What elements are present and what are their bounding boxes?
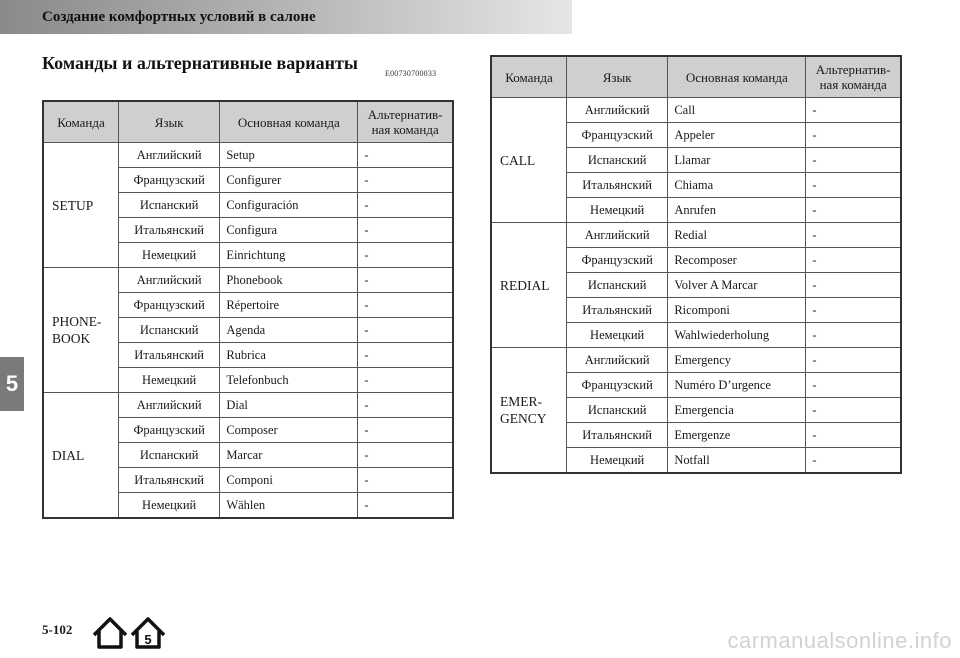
main-command-cell: Agenda xyxy=(220,318,358,343)
main-command-cell: Wählen xyxy=(220,493,358,519)
main-command-cell: Configura xyxy=(220,218,358,243)
language-cell: Английский xyxy=(566,223,667,248)
language-cell: Немецкий xyxy=(118,493,219,519)
alt-command-cell: - xyxy=(806,348,901,373)
page-number: 5-102 xyxy=(42,622,73,637)
table-row xyxy=(491,98,901,123)
alt-command-cell: - xyxy=(358,393,453,418)
col-alt-line2: ная команда xyxy=(819,77,887,92)
command-name: REDIAL xyxy=(500,277,550,293)
language-cell: Немецкий xyxy=(566,448,667,474)
alt-command-cell: - xyxy=(358,168,453,193)
language-cell: Французский xyxy=(566,248,667,273)
main-command-cell: Ricomponi xyxy=(668,298,806,323)
alt-command-cell: - xyxy=(358,493,453,519)
alt-command-cell: - xyxy=(806,98,901,123)
table-row xyxy=(491,223,901,248)
language-cell: Французский xyxy=(566,373,667,398)
table-body-right xyxy=(491,98,901,474)
language-cell: Итальянский xyxy=(566,298,667,323)
language-cell: Английский xyxy=(118,393,219,418)
table-row xyxy=(43,393,453,418)
alt-command-cell: - xyxy=(358,218,453,243)
alt-command-cell: - xyxy=(806,123,901,148)
main-command-cell: Recomposer xyxy=(668,248,806,273)
col-alt-header xyxy=(358,101,453,143)
language-cell: Испанский xyxy=(118,443,219,468)
alt-command-cell: - xyxy=(358,293,453,318)
main-command-cell: Appeler xyxy=(668,123,806,148)
command-cell xyxy=(43,268,118,393)
col-language-header: Язык xyxy=(566,56,667,98)
language-cell: Итальянский xyxy=(566,173,667,198)
alt-command-cell: - xyxy=(806,398,901,423)
language-cell: Французский xyxy=(566,123,667,148)
col-alt-header xyxy=(806,56,901,98)
language-cell: Испанский xyxy=(566,273,667,298)
main-command-cell: Setup xyxy=(220,143,358,168)
alt-command-cell: - xyxy=(806,323,901,348)
col-alt-line1: Альтернатив- xyxy=(367,107,443,122)
home-icon[interactable] xyxy=(94,619,126,647)
command-name-line2: BOOK xyxy=(52,331,91,346)
language-cell: Испанский xyxy=(118,318,219,343)
language-cell: Английский xyxy=(118,268,219,293)
alt-command-cell: - xyxy=(358,268,453,293)
alt-command-cell: - xyxy=(358,468,453,493)
language-cell: Испанский xyxy=(118,193,219,218)
main-command-cell: Volver A Marcar xyxy=(668,273,806,298)
command-name: DIAL xyxy=(52,447,85,463)
command-cell xyxy=(491,348,566,474)
language-cell: Немецкий xyxy=(566,198,667,223)
alt-command-cell: - xyxy=(358,143,453,168)
alt-command-cell: - xyxy=(358,368,453,393)
alt-command-cell: - xyxy=(806,223,901,248)
main-command-cell: Chiama xyxy=(668,173,806,198)
main-command-cell: Einrichtung xyxy=(220,243,358,268)
main-command-cell: Configurer xyxy=(220,168,358,193)
language-cell: Итальянский xyxy=(118,468,219,493)
watermark: carmanualsonline.info xyxy=(727,628,952,653)
col-command-header: Команда xyxy=(43,101,118,143)
alt-command-cell: - xyxy=(806,248,901,273)
main-command-cell: Répertoire xyxy=(220,293,358,318)
main-command-cell: Notfall xyxy=(668,448,806,474)
main-command-cell: Phonebook xyxy=(220,268,358,293)
main-command-cell: Call xyxy=(668,98,806,123)
alt-command-cell: - xyxy=(806,173,901,198)
table-row xyxy=(43,143,453,168)
main-command-cell: Redial xyxy=(668,223,806,248)
main-command-cell: Marcar xyxy=(220,443,358,468)
section-title: Команды и альтернативные варианты xyxy=(42,53,358,73)
alt-command-cell: - xyxy=(358,443,453,468)
chapter-tab[interactable]: 5 xyxy=(0,357,24,411)
table-body-left xyxy=(43,143,453,519)
main-command-cell: Anrufen xyxy=(668,198,806,223)
main-command-cell: Dial xyxy=(220,393,358,418)
command-name-line2: GENCY xyxy=(500,411,547,426)
main-command-cell: Emergencia xyxy=(668,398,806,423)
alt-command-cell: - xyxy=(806,198,901,223)
language-cell: Немецкий xyxy=(118,243,219,268)
col-language-header: Язык xyxy=(118,101,219,143)
command-cell xyxy=(491,98,566,223)
table-row xyxy=(491,348,901,373)
main-command-cell: Emergency xyxy=(668,348,806,373)
language-cell: Немецкий xyxy=(118,368,219,393)
command-name: PHONE- xyxy=(52,314,102,329)
alt-command-cell: - xyxy=(358,343,453,368)
section-code: E00730700033 xyxy=(385,69,437,78)
chapter-home-icon[interactable] xyxy=(132,619,164,647)
language-cell: Итальянский xyxy=(118,343,219,368)
alt-command-cell: - xyxy=(358,418,453,443)
main-command-cell: Wahlwiederholung xyxy=(668,323,806,348)
col-command-header: Команда xyxy=(491,56,566,98)
col-alt-line2: ная команда xyxy=(371,122,439,137)
main-command-cell: Numéro D’urgence xyxy=(668,373,806,398)
language-cell: Французский xyxy=(118,418,219,443)
main-command-cell: Rubrica xyxy=(220,343,358,368)
commands-table-right xyxy=(490,55,902,474)
nav-icons xyxy=(90,613,170,658)
main-command-cell: Llamar xyxy=(668,148,806,173)
language-cell: Французский xyxy=(118,168,219,193)
command-cell xyxy=(491,223,566,348)
chapter-home-icon-number: 5 xyxy=(144,632,152,647)
language-cell: Английский xyxy=(118,143,219,168)
command-name: EMER- xyxy=(500,394,542,409)
main-command-cell: Emergenze xyxy=(668,423,806,448)
alt-command-cell: - xyxy=(806,423,901,448)
language-cell: Испанский xyxy=(566,148,667,173)
alt-command-cell: - xyxy=(806,373,901,398)
table-row xyxy=(43,268,453,293)
command-name: CALL xyxy=(500,152,536,168)
col-alt-line1: Альтернатив- xyxy=(815,62,891,77)
language-cell: Итальянский xyxy=(566,423,667,448)
command-cell xyxy=(43,393,118,519)
language-cell: Итальянский xyxy=(118,218,219,243)
alt-command-cell: - xyxy=(358,193,453,218)
language-cell: Английский xyxy=(566,348,667,373)
header-title: Создание комфортных условий в салоне xyxy=(42,9,316,25)
alt-command-cell: - xyxy=(358,318,453,343)
alt-command-cell: - xyxy=(806,448,901,474)
language-cell: Испанский xyxy=(566,398,667,423)
main-command-cell: Composer xyxy=(220,418,358,443)
command-cell xyxy=(43,143,118,268)
alt-command-cell: - xyxy=(806,148,901,173)
language-cell: Немецкий xyxy=(566,323,667,348)
language-cell: Французский xyxy=(118,293,219,318)
main-command-cell: Configuración xyxy=(220,193,358,218)
commands-table-left xyxy=(42,100,454,519)
table-header-row xyxy=(43,101,453,143)
main-command-cell: Telefonbuch xyxy=(220,368,358,393)
col-main-header: Основная команда xyxy=(668,56,806,98)
main-command-cell: Componi xyxy=(220,468,358,493)
col-main-header: Основная команда xyxy=(220,101,358,143)
command-name: SETUP xyxy=(52,197,94,213)
alt-command-cell: - xyxy=(358,243,453,268)
table-header-row xyxy=(491,56,901,98)
language-cell: Английский xyxy=(566,98,667,123)
alt-command-cell: - xyxy=(806,273,901,298)
alt-command-cell: - xyxy=(806,298,901,323)
